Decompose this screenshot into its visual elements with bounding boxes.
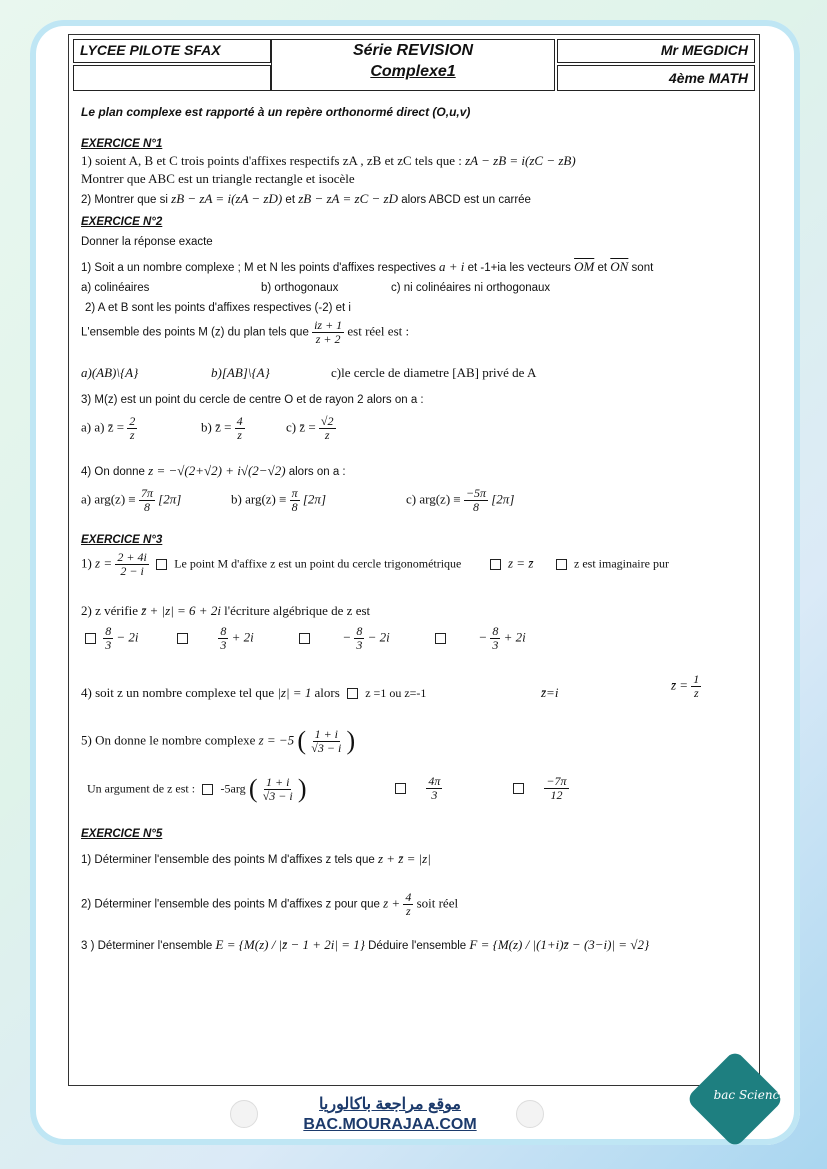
ex2-q3-a-num: 2 bbox=[129, 414, 136, 428]
worksheet bbox=[68, 34, 760, 1086]
ex2-q3-b-num: 4 bbox=[236, 414, 243, 428]
ex2-q4-formula: z = −√(2+√2) + i√(2−√2) bbox=[148, 463, 286, 478]
ex2-q1-mid: et -1+ia les vecteurs bbox=[467, 262, 571, 274]
ex2-q3-b-frac bbox=[235, 415, 245, 442]
ex5-q2-den: z bbox=[406, 904, 411, 919]
ex3-q2-formula: z̄ + |z| = 6 + 2i bbox=[141, 603, 221, 618]
badge-label: bac Science bbox=[713, 1088, 787, 1102]
ex3-q5b-text: Un argument de z est : bbox=[87, 781, 196, 796]
ex3-q5-z: z = −5 bbox=[258, 732, 295, 748]
ex5-q1 bbox=[81, 851, 431, 867]
ex2-q1-opt-a: a) colinéaires bbox=[81, 282, 150, 294]
ex2-q2-den: z + 2 bbox=[315, 332, 341, 347]
ex3-q2-d-pre: − bbox=[478, 629, 488, 645]
ex3-q2-checkbox-a[interactable] bbox=[85, 633, 96, 644]
ex3-q2-a-frac bbox=[103, 625, 113, 652]
ex3-q5a-lparen: ( bbox=[248, 774, 258, 803]
ex3-q5-opt-c-frac bbox=[544, 775, 568, 802]
ex2-q4-a-num: 7π bbox=[140, 486, 153, 500]
ex3-q2-opt-a bbox=[81, 625, 139, 652]
ex2-q3-a-den: z bbox=[129, 428, 135, 443]
ex2-q3-opt-b bbox=[201, 415, 245, 442]
ex3-q2-b-tail: + 2i bbox=[231, 629, 254, 645]
ex2-q4-a-frac bbox=[139, 487, 155, 514]
ex2-q2-opt-a: a)(AB)\{A} bbox=[81, 365, 139, 380]
ex2-q2-end: est réel est : bbox=[347, 323, 410, 339]
ex3-q5-opt-c-num: −7π bbox=[546, 774, 567, 788]
ex2-title: EXERCICE N°2 bbox=[81, 216, 163, 228]
ex3-q5b bbox=[87, 773, 307, 806]
ex3-q5-frac bbox=[309, 728, 343, 755]
ex3-q5a-rparen: ) bbox=[297, 774, 307, 803]
site-url-link[interactable]: BAC.MOURAJAA.COM bbox=[303, 1116, 477, 1133]
ex5-q2-end: soit réel bbox=[416, 895, 459, 911]
ex3-q5-opt-b-num: 4π bbox=[428, 774, 441, 788]
ex2-q4-b-den: 8 bbox=[291, 500, 298, 515]
ex3-q5-opt-c bbox=[509, 775, 569, 802]
ex5-q3-set-e: E = {M(z) / |z̄ − 1 + 2i| = 1} bbox=[215, 937, 365, 952]
ex2-q4-a-den: 8 bbox=[143, 500, 150, 515]
ex3-q2-opt-d bbox=[431, 625, 526, 652]
ex5-q3-mid: Déduire l'ensemble bbox=[368, 940, 467, 952]
ex2-q2-opt-b: b)[AB]\{A} bbox=[211, 365, 270, 380]
ex1-q2-mid: et bbox=[285, 194, 296, 206]
ex3-q4 bbox=[81, 685, 426, 701]
ex2-q4-c-num: −5π bbox=[465, 486, 487, 500]
series-title: Série REVISION bbox=[352, 42, 474, 59]
ex2-q3-b-text: b) z̄ = bbox=[201, 419, 232, 435]
ex5-q2-num: 4 bbox=[405, 890, 412, 904]
ex2-q3-opt-a bbox=[81, 415, 137, 442]
ex3-q5-checkbox-c[interactable] bbox=[513, 783, 524, 794]
ex5-q1-formula: z + z̄ = |z| bbox=[377, 851, 431, 866]
ex3-q5-opt-b bbox=[391, 775, 442, 802]
ex2-q4-a-mod: [2π] bbox=[158, 491, 182, 507]
ex3-q1-opt-a: Le point M d'affixe z est un point du cercle trigonométrique bbox=[174, 556, 462, 571]
ex2-q4-text: 4) On donne bbox=[81, 466, 145, 478]
ex2-q2-opt-c: c)le cercle de diametre [AB] privé de A bbox=[331, 365, 537, 380]
ex3-q5 bbox=[81, 725, 355, 758]
ex3-q2-opt-c bbox=[295, 625, 390, 652]
ex1-q1-formula: zA − zB = i(zC − zB) bbox=[465, 153, 576, 168]
footer bbox=[30, 1088, 800, 1145]
ex2-q3-a-frac bbox=[127, 415, 137, 442]
ex3-q5-lparen: ( bbox=[297, 726, 307, 755]
ex2-q4-b-mod: [2π] bbox=[302, 491, 327, 507]
ex2-q4-opt-a bbox=[81, 487, 181, 514]
ex1-q1b: Montrer que ABC est un triangle rectangle et isocèle bbox=[81, 171, 355, 186]
site-logo-icon-right bbox=[516, 1100, 544, 1128]
ex3-q2-c-frac bbox=[354, 625, 364, 652]
ex3-q4-text: 4) soit z un nombre complexe tel que bbox=[81, 685, 275, 700]
ex2-q3-c-text: c) z̄ = bbox=[286, 419, 316, 435]
ex2-q4-c-mod: [2π] bbox=[491, 491, 515, 507]
ex3-q5-opt-a-frac bbox=[261, 776, 295, 803]
ex2-q2b-text: L'ensemble des points M (z) du plan tels que bbox=[81, 326, 309, 339]
ex3-q5-den: √3 − i bbox=[311, 740, 342, 755]
ex3-q1-opt-b: z = z̄ bbox=[508, 555, 534, 571]
ex5-q2-text: 2) Déterminer l'ensemble des points M d'affixes z pour que bbox=[81, 898, 380, 911]
ex3-q5-opt-a-num: 1 + i bbox=[265, 774, 290, 789]
ex3-q2-b-den: 3 bbox=[220, 638, 227, 653]
ex3-q1-checkbox-b[interactable] bbox=[490, 559, 501, 570]
ex3-q1-lead: 1) bbox=[81, 555, 92, 571]
ex2-q1-a: a + i bbox=[439, 259, 465, 274]
ex2-q1-and: et bbox=[597, 262, 608, 274]
ex5-q2-frac bbox=[403, 891, 413, 918]
ex3-q4-mid: alors bbox=[314, 685, 340, 700]
ex3-q5-opt-c-den: 12 bbox=[550, 788, 563, 803]
vector-on: $\overline{ON}$ bbox=[610, 259, 629, 274]
ex3-q2-checkbox-b[interactable] bbox=[177, 633, 188, 644]
ex3-q5-opt-a-den: √3 − i bbox=[262, 788, 293, 803]
ex2-q4-c-den: 8 bbox=[472, 500, 479, 515]
ex3-q4-opt-b: z̄=i bbox=[541, 685, 559, 700]
ex3-q2-c-tail: − 2i bbox=[367, 629, 390, 645]
teacher-name: Mr MEGDICH bbox=[557, 39, 755, 63]
ex2-q4-c-text: c) arg(z) ≡ bbox=[406, 491, 461, 507]
site-name-arabic[interactable]: موقع مراجعة باكالوريا bbox=[319, 1096, 461, 1113]
ex1-q2-formula2: zB − zA = zC − zD bbox=[298, 191, 398, 206]
ex3-q2-d-frac bbox=[490, 625, 500, 652]
ex2-q4-b-num: π bbox=[291, 486, 298, 500]
vector-om: $\overline{OM}$ bbox=[574, 259, 595, 274]
ex3-q2-opt-b bbox=[173, 625, 254, 652]
ex3-q2-end: l'écriture algébrique de z est bbox=[224, 603, 371, 618]
ex2-q1-opt-c: c) ni colinéaires ni orthogonaux bbox=[391, 282, 551, 294]
ex3-q2-a-num: 8 bbox=[105, 624, 112, 638]
ex3-q2-checkbox-d[interactable] bbox=[435, 633, 446, 644]
ex5-q2 bbox=[81, 891, 458, 918]
ex2-q2: 2) A et B sont les points d'affixes respectives (-2) et i bbox=[85, 302, 351, 314]
ex3-title: EXERCICE N°3 bbox=[81, 534, 163, 546]
ex3-q4-opt-c bbox=[671, 673, 701, 700]
ex3-q5-text: 5) On donne le nombre complexe bbox=[81, 732, 256, 748]
ex3-q4-c-num: 1 bbox=[693, 672, 700, 686]
ex2-q2-fraction bbox=[312, 319, 344, 346]
ex2-q1-opt-b: b) orthogonaux bbox=[261, 282, 339, 294]
ex2-q4-c-frac bbox=[464, 487, 488, 514]
ex2-q2-num: iz + 1 bbox=[314, 318, 343, 332]
ex3-q2-b-num: 8 bbox=[220, 624, 227, 638]
ex2-q3-b-den: z bbox=[237, 428, 242, 443]
ex1-q2-text: 2) Montrer que si bbox=[81, 194, 168, 206]
ex3-q5-opt-a: -5arg bbox=[220, 781, 246, 796]
ex5-q3-text: 3 ) Déterminer l'ensemble bbox=[81, 940, 213, 952]
ex2-q2b bbox=[81, 319, 409, 346]
ex3-q4-checkbox-a[interactable] bbox=[347, 688, 358, 699]
ex5-q1-text: 1) Déterminer l'ensemble des points M d'affixes z tels que bbox=[81, 854, 375, 866]
ex5-title: EXERCICE N°5 bbox=[81, 828, 163, 840]
ex2-q4-b-frac bbox=[290, 487, 300, 514]
ex3-q1-den: 2 − i bbox=[120, 564, 144, 579]
ex3-q2-a-tail: − 2i bbox=[116, 629, 139, 645]
ex3-q1-frac bbox=[115, 551, 148, 578]
ex3-q5-opt-b-frac bbox=[426, 775, 442, 802]
ex3-q5-checkbox-a[interactable] bbox=[202, 784, 213, 795]
ex3-q4-c-den: z bbox=[693, 686, 699, 701]
ex1-q1-text: 1) soient A, B et C trois points d'affixes respectifs zA , zB et zC tels que : bbox=[81, 153, 462, 168]
series-title-block bbox=[271, 39, 555, 91]
ex3-q2-b-frac bbox=[218, 625, 228, 652]
ex3-q1-checkbox-c[interactable] bbox=[556, 559, 567, 570]
ex3-q2-checkbox-c[interactable] bbox=[299, 633, 310, 644]
ex2-q3: 3) M(z) est un point du cercle de centre O et de rayon 2 alors on a : bbox=[81, 394, 424, 406]
subject-title: Complexe1 bbox=[370, 63, 456, 80]
ex5-q3-set-f: F = {M(z) / |(1+i)z̄ − (3−i)| = √2} bbox=[469, 937, 650, 952]
ex2-q3-c-num: √2 bbox=[320, 414, 334, 428]
ex5-q3 bbox=[81, 937, 649, 953]
ex1-q2-formula1: zB − zA = i(zA − zD) bbox=[171, 191, 283, 206]
ex2-q4-b-text: b) arg(z) ≡ bbox=[231, 491, 287, 507]
ex3-q2 bbox=[81, 603, 370, 619]
ex5-q2-z: z + bbox=[383, 895, 401, 911]
ex2-q3-c-den: z bbox=[324, 428, 330, 443]
ex3-q2-a-den: 3 bbox=[105, 638, 112, 653]
ex3-q1-num: 2 + 4i bbox=[117, 550, 147, 564]
ex3-q1-z: z = bbox=[95, 555, 113, 571]
class-level: 4ème MATH bbox=[557, 65, 755, 91]
ex3-q2-d-num: 8 bbox=[492, 624, 499, 638]
ex3-q1 bbox=[81, 551, 669, 578]
ex3-q4-c-text: z̄ = bbox=[671, 677, 689, 693]
ex3-q2-c-pre: − bbox=[342, 629, 352, 645]
ex3-q2-text: 2) z vérifie bbox=[81, 603, 139, 618]
ex3-q4-opt-a: z =1 ou z=-1 bbox=[365, 686, 427, 700]
ex3-q2-d-tail: + 2i bbox=[503, 629, 526, 645]
ex2-q4-a-text: a) arg(z) ≡ bbox=[81, 491, 136, 507]
ex1-q1 bbox=[81, 153, 576, 169]
intro: Le plan complexe est rapporté à un repère orthonormé direct (O,u,v) bbox=[81, 105, 471, 119]
ex2-q3-a-text: a) a) z̄ = bbox=[81, 419, 125, 435]
ex2-q1-end: sont bbox=[631, 262, 654, 274]
ex2-q3-c-frac bbox=[319, 415, 336, 442]
ex3-q2-c-num: 8 bbox=[356, 624, 363, 638]
ex2-q4-end: alors on a : bbox=[288, 466, 346, 478]
ex1-title: EXERCICE N°1 bbox=[81, 138, 163, 150]
ex2-q1 bbox=[81, 259, 653, 275]
ex3-q4-formula: |z| = 1 bbox=[277, 685, 312, 700]
ex3-q5-rparen: ) bbox=[346, 726, 356, 755]
school-name: LYCEE PILOTE SFAX bbox=[73, 39, 271, 63]
ex3-q2-c-den: 3 bbox=[356, 638, 363, 653]
ex2-q4 bbox=[81, 463, 346, 479]
ex2-q4-opt-b bbox=[231, 487, 326, 514]
ex2-q3-opt-c bbox=[286, 415, 336, 442]
ex3-q4-c-frac bbox=[691, 673, 701, 700]
page-frame bbox=[30, 20, 800, 1145]
ex2-q4-opt-c bbox=[406, 487, 514, 514]
ex3-q5-opt-b-den: 3 bbox=[431, 788, 438, 803]
ex1-q2 bbox=[81, 191, 531, 207]
ex2-q1-text: 1) Soit a un nombre complexe ; M et N les points d'affixes respectives bbox=[81, 262, 436, 274]
ex2-instr: Donner la réponse exacte bbox=[81, 236, 213, 248]
site-logo-icon bbox=[230, 1100, 258, 1128]
ex3-q1-checkbox-a[interactable] bbox=[156, 559, 167, 570]
ex3-q2-d-den: 3 bbox=[492, 638, 499, 653]
ex3-q5-num: 1 + i bbox=[314, 726, 338, 741]
ex1-q2-end: alors ABCD est un carrée bbox=[401, 194, 531, 206]
ex3-q5-checkbox-b[interactable] bbox=[395, 783, 406, 794]
ex3-q1-opt-c: z est imaginaire pur bbox=[574, 556, 669, 571]
header-empty-cell bbox=[73, 65, 271, 91]
